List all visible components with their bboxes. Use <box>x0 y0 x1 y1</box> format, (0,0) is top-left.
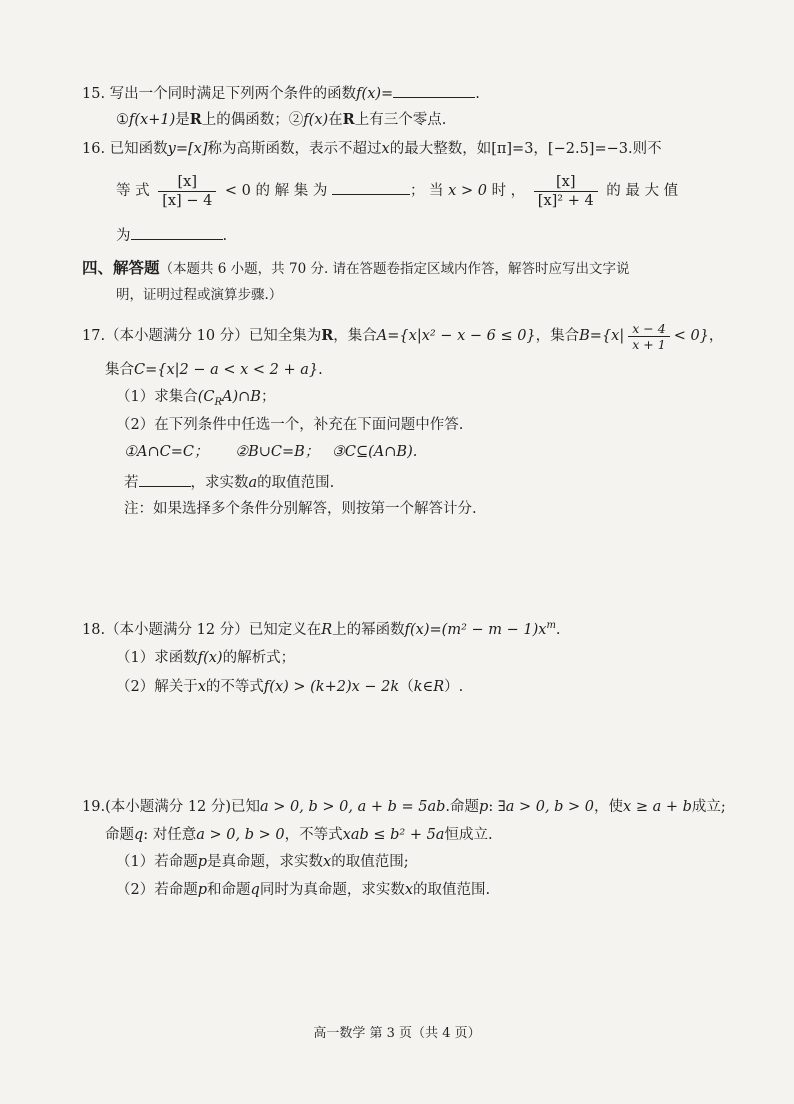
q18-l1a: （本小题满分 12 分）已知定义在 <box>105 622 322 638</box>
q18-sup: m <box>546 620 556 632</box>
q16-l1b: 称为高斯函数，表示不超过 <box>207 141 382 157</box>
q16-l2e: 的 最 大 值 <box>606 183 679 199</box>
q19-l1c: : ∃ <box>488 799 506 815</box>
q17-option-3: ③C⊆(A∩B). <box>331 444 418 460</box>
section4-desc1: （本题共 6 小题，共 70 分. 请在答题卷指定区域内作答，解答时应写出文字说 <box>159 261 630 277</box>
q19-p1x: x <box>323 854 332 870</box>
q17-l2a: 集合 <box>105 362 134 378</box>
q18-l1end: . <box>555 622 561 638</box>
q19-p1c: 的取值范围; <box>331 854 409 870</box>
q18-p2a: （2）解关于 <box>116 679 198 695</box>
q16-fraction-2 <box>534 173 598 210</box>
q16-answer-blank-1 <box>332 179 410 195</box>
q16-fraction-1 <box>158 173 216 210</box>
q17-l1b: ，集合 <box>333 328 377 344</box>
section4-desc2: 明，证明过程或演算步骤.） <box>116 287 283 303</box>
q19-l2a: 命题 <box>105 827 134 843</box>
q17-setC: C={x|2 − a < x < 2 + a} <box>134 362 319 378</box>
q15-line1 <box>82 82 480 104</box>
q16-line1 <box>82 139 662 159</box>
q19-p2b: 和命题 <box>207 882 251 898</box>
q15-number: 15. <box>82 86 106 102</box>
q15-cond2-rest: 上有三个零点. <box>354 112 447 128</box>
q17-l1a: （本小题满分 10 分）已知全集为 <box>105 328 322 344</box>
q17-setB-fraction <box>628 321 669 352</box>
q19-p1p: p <box>197 854 208 870</box>
page-footer <box>0 1022 794 1041</box>
q18-p1a: （1）求函数 <box>116 650 198 666</box>
q18-p2b: 的不等式 <box>205 679 264 695</box>
q19-p2c: 同时为真命题，求实数 <box>259 882 405 898</box>
q17-line2 <box>105 360 323 380</box>
q16-l3a: 为 <box>116 228 131 244</box>
q17-p2: （2）在下列条件中任选一个，补充在下面问题中作答. <box>116 417 464 433</box>
q17-R: R <box>321 327 334 344</box>
q16-l2a: 等 式 <box>116 183 150 199</box>
q18-number: 18. <box>82 622 106 638</box>
q16-frac2-num: [x] <box>534 173 598 192</box>
q17-line1 <box>82 320 723 352</box>
q15-cond2-fx: f(x) <box>303 112 329 128</box>
q17-choice-blank <box>139 471 191 487</box>
q17-options <box>124 442 417 462</box>
footer-text: 高一数学 第 3 页（共 4 页） <box>313 1026 481 1041</box>
q16-frac2-den: [x]² + 4 <box>537 192 594 209</box>
q18-p2-ineq: f(x) > (k+2)x − 2k <box>263 679 400 695</box>
q16-l1d: .则不 <box>627 141 662 157</box>
q19-l1b: .命题 <box>445 799 480 815</box>
q15-answer-blank <box>393 82 475 98</box>
q17-setB-pre: B={x| <box>579 328 625 344</box>
q17-frac-den: x + 1 <box>632 336 666 352</box>
q15-line2 <box>116 110 446 130</box>
q18-p1f: f(x) <box>197 650 223 666</box>
q17-p1-expr: (C <box>197 389 215 405</box>
q17-frac-num: x − 4 <box>628 321 669 337</box>
q19-p2x: x <box>404 882 414 898</box>
q16-frac1-num: [x] <box>158 173 216 192</box>
q16-l1a: 已知函数 <box>109 141 168 157</box>
q19-p: p <box>479 799 489 815</box>
q17-option-1: ①A∩C=C； <box>124 444 209 460</box>
q16-cond: x > 0 <box>448 183 487 199</box>
q19-p1a: （1）若命题 <box>116 854 198 870</box>
q19-l1f: 成立; <box>691 799 726 815</box>
q17-ask-a: 若 <box>124 475 139 491</box>
q17-p1-sub: R <box>214 396 223 408</box>
q17-option-2: ②B∪C=B； <box>235 444 320 460</box>
q18-p2c: （ <box>399 679 414 695</box>
q19-p2q: q <box>250 882 260 898</box>
q18-line1 <box>82 620 561 640</box>
q16-l2b: < 0 的 解 集 为 <box>224 183 328 199</box>
q16-answer-blank-2 <box>131 224 223 240</box>
q19-l2b: : 对任意 <box>143 827 197 843</box>
q15-text: 写出一个同时满足下列两个条件的函数 <box>109 86 357 102</box>
q17-number: 17. <box>82 328 106 344</box>
q17-note-text: 注：如果选择多个条件分别解答，则按第一个解答计分. <box>124 501 477 517</box>
q18-part2 <box>116 677 463 697</box>
q19-p1b: 是真命题，求实数 <box>207 854 324 870</box>
q17-part1 <box>116 387 275 407</box>
q19-p2a: （2）若命题 <box>116 882 198 898</box>
q15-cond2-text: 在 <box>328 112 343 128</box>
q15-end: . <box>475 86 480 102</box>
q17-ask <box>124 471 334 493</box>
q19-q: q <box>134 827 144 843</box>
q19-l2d: ，不等式 <box>284 827 343 843</box>
q17-setA: A={x|x² − x − 6 ≤ 0} <box>376 328 536 344</box>
q18-p2d: ）. <box>444 679 464 695</box>
q17-l2end: . <box>318 362 323 378</box>
q19-line2 <box>105 825 493 845</box>
q19-l1e: ，使 <box>594 799 624 815</box>
q17-ask-var: a <box>248 475 258 491</box>
q19-number: 19. <box>82 799 106 815</box>
q16-number: 16. <box>82 141 106 157</box>
q16-line2 <box>116 172 678 210</box>
q16-ex2: [−2.5]=−3 <box>547 141 628 157</box>
q18-l1b: 上的幂函数 <box>332 622 405 638</box>
q15-cond1-rest: 上的偶函数；② <box>201 112 304 128</box>
q18-part1 <box>116 648 295 668</box>
q16-l3end: . <box>222 228 228 244</box>
q16-func: y=[x] <box>167 141 208 157</box>
section4-title: 四、解答题 <box>82 259 160 277</box>
q16-x: x <box>381 141 390 157</box>
q17-part2 <box>116 415 463 435</box>
q19-part1 <box>116 852 409 872</box>
q17-l1c: ，集合 <box>535 328 580 344</box>
q19-ineq: x ≥ a + b <box>623 799 692 815</box>
q18-R: R <box>321 622 333 638</box>
q16-l1c: 的最大整数，如 <box>389 141 492 157</box>
q15-cond1-mark: ① <box>116 112 129 128</box>
q17-ask-c: 的取值范围. <box>257 475 335 491</box>
q19-l1a: (本小题满分 12 分)已知 <box>105 799 261 815</box>
q15-eq: = <box>381 86 394 102</box>
q17-p1-expr2: A)∩B <box>222 389 261 405</box>
q15-cond1-text: 是 <box>175 112 190 128</box>
q19-cond: a > 0, b > 0, a + b = 5ab <box>260 799 446 815</box>
q16-l2d: 时 ， <box>491 183 526 199</box>
q19-l2c: a > 0, b > 0 <box>196 827 285 843</box>
q15-cond1-fx: f(x+1) <box>129 112 176 128</box>
q17-ask-b: ，求实数 <box>190 475 249 491</box>
q16-line3 <box>116 224 227 246</box>
q16-l2c: ； 当 <box>409 183 444 199</box>
q18-p2x: x <box>197 679 206 695</box>
q17-p1: （1）求集合 <box>116 389 198 405</box>
q19-part2 <box>116 880 490 900</box>
q17-l1d: ， <box>708 328 724 344</box>
q16-ex1: [π]=3 <box>491 141 534 157</box>
q18-p2k: k∈R <box>413 679 445 695</box>
q19-l1d: a > 0, b > 0 <box>505 799 595 815</box>
q19-line1 <box>82 797 726 817</box>
q15-cond1-R: R <box>189 111 202 128</box>
q17-setB-post: < 0} <box>673 328 709 344</box>
q18-f: f(x)=(m² − m − 1)x <box>404 622 547 638</box>
q17-note <box>124 499 477 519</box>
q19-p2p: p <box>197 882 208 898</box>
section4-desc-line2 <box>116 285 282 305</box>
q15-cond2-R: R <box>342 111 355 128</box>
q15-fx: f(x) <box>356 86 382 102</box>
q19-l2-ineq: xab ≤ b² + 5a <box>342 827 445 843</box>
q16-frac1-den: [x] − 4 <box>162 192 213 209</box>
q18-p1b: 的解析式； <box>222 650 296 666</box>
q19-l2e: 恒成立. <box>444 827 493 843</box>
section4-header <box>82 258 630 279</box>
q19-p2d: 的取值范围. <box>413 882 491 898</box>
q17-p1-end: ； <box>260 389 276 405</box>
q16-sep: ， <box>533 141 548 157</box>
